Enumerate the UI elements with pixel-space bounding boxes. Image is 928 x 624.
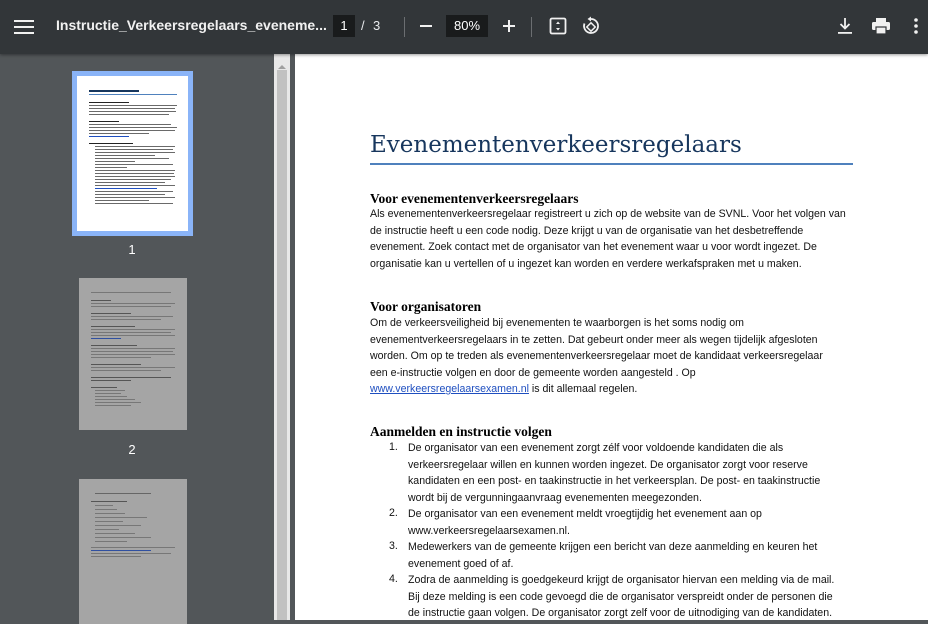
fit-page-icon bbox=[549, 17, 567, 35]
thumbnail-page-1[interactable] bbox=[72, 71, 193, 236]
text-line: Om de verkeersveiligheid bij evenementen te waarborgen is het soms nodig om bbox=[370, 317, 744, 329]
text-line: Bij deze melding is een code gevoegd die de organisator verspreidt onder de personen die bbox=[408, 590, 833, 603]
total-pages: 3 bbox=[373, 18, 381, 33]
thumbnail-page-2[interactable] bbox=[79, 278, 187, 430]
print-icon bbox=[871, 17, 891, 35]
text-line: organisatie kan u vertellen of u ingezet kan worden en verdere werkafspraken met u maken. bbox=[370, 257, 802, 270]
pdf-toolbar bbox=[0, 0, 928, 54]
text-line: www.verkeersregelaarsexamen.nl. bbox=[408, 524, 570, 537]
minus-icon bbox=[419, 19, 433, 33]
text-line: Zodra de aanmelding is goedgekeurd krijgt de organisator hiervan een melding via de mail. bbox=[408, 574, 835, 586]
rotate-button[interactable] bbox=[579, 14, 603, 38]
print-button[interactable] bbox=[869, 14, 893, 38]
list-item bbox=[408, 506, 848, 539]
document-page bbox=[295, 54, 928, 620]
text-line: evenement goed of af. bbox=[408, 557, 514, 570]
section-paragraph bbox=[370, 206, 860, 272]
document-heading: Evenementenverkeersregelaars bbox=[370, 132, 742, 158]
text-line: kandidaten en een post- en taakinstructie in het verkeersplan. De post- en taakinstructie bbox=[408, 475, 821, 487]
page-separator: / bbox=[361, 18, 365, 33]
text-line: een e-instructie volgen en door de gemeente worden aangesteld . Op bbox=[370, 366, 696, 379]
thumbnail-page-3-image bbox=[79, 479, 187, 624]
download-icon bbox=[837, 17, 853, 35]
list-item bbox=[408, 440, 848, 506]
text-line: Als evenementenverkeersregelaar registreert u zich op de website van de SVNL. Voor het volgen van bbox=[370, 208, 846, 220]
list-number: 4. bbox=[389, 573, 398, 585]
more-vert-icon bbox=[914, 18, 918, 34]
list-number: 3. bbox=[389, 540, 398, 552]
link-suffix-text: is dit allemaal regelen. bbox=[528, 383, 638, 395]
text-line: evenementverkeersregelaars in te zetten. Dat gebeurt onder meer als wegen tijdelijk afgesloten bbox=[370, 333, 818, 346]
current-page-input[interactable]: 1 bbox=[333, 15, 355, 37]
text-line: Medewerkers van de gemeente krijgen een bericht van deze aanmelding en keuren het bbox=[408, 541, 818, 553]
thumbnail-label: 1 bbox=[128, 242, 136, 257]
more-options-button[interactable] bbox=[908, 14, 924, 38]
text-line: worden. Om op te treden als evenementenverkeersregelaar moet de kandidaat verkeersregelaar bbox=[370, 350, 823, 362]
list-number: 1. bbox=[389, 441, 398, 453]
list-number: 2. bbox=[389, 507, 398, 519]
text-line: De organisator van een evenement zorgt zélf voor voldoende kandidaten die als bbox=[408, 442, 784, 454]
zoom-out-button[interactable] bbox=[415, 15, 437, 37]
toolbar-divider bbox=[531, 17, 532, 37]
section-paragraph bbox=[370, 315, 860, 398]
download-button[interactable] bbox=[834, 14, 856, 38]
text-line: wordt bij de vergunningaanvraag evenementen meegezonden. bbox=[408, 491, 702, 504]
title-underline bbox=[370, 163, 853, 165]
thumbnail-sidebar bbox=[0, 54, 274, 620]
toolbar-divider bbox=[404, 17, 405, 37]
zoom-in-button[interactable] bbox=[498, 15, 520, 37]
text-line: evenement. Zoek contact met de organisator van het evenement waar u voor wordt ingezet. De bbox=[370, 241, 817, 253]
thumbnail-page-1-image bbox=[77, 76, 188, 231]
document-title: Instructie_Verkeersregelaars_eveneme... bbox=[56, 17, 327, 33]
list-item bbox=[408, 539, 848, 572]
zoom-level-input[interactable]: 80% bbox=[446, 15, 488, 37]
text-line: de instructie gaan volgen. De organisator zorgt zelf voor de uitnodiging van de kandidaten. bbox=[408, 607, 833, 619]
rotate-icon bbox=[581, 16, 601, 36]
website-link[interactable]: www.verkeersregelaarsexamen.nl bbox=[370, 383, 529, 395]
section-heading: Voor evenementenverkeersregelaars bbox=[370, 191, 579, 206]
thumbnail-page-2-image bbox=[79, 278, 187, 430]
text-line: verkeersregelaar willen en kunnen worden ingezet. De organisator zorgt voor reserve bbox=[408, 458, 808, 471]
text-line: de instructie heeft u een code nodig. Deze krijgt u van de organisatie van het desbetreffende bbox=[370, 224, 804, 237]
thumbnail-page-3[interactable] bbox=[79, 479, 187, 624]
list-item bbox=[408, 572, 848, 620]
plus-icon bbox=[502, 19, 516, 33]
text-line bbox=[370, 381, 860, 398]
thumbnail-label: 2 bbox=[128, 442, 136, 457]
section-heading: Aanmelden en instructie volgen bbox=[370, 424, 552, 439]
scroll-up-arrow-icon[interactable] bbox=[277, 58, 287, 66]
fit-to-page-button[interactable] bbox=[547, 15, 569, 37]
menu-icon[interactable] bbox=[12, 15, 36, 39]
section-heading: Voor organisatoren bbox=[370, 299, 482, 314]
text-line: De organisator van een evenement meldt vroegtijdig het evenement aan op bbox=[408, 508, 762, 520]
sidebar-scrollbar-thumb[interactable] bbox=[277, 70, 287, 620]
